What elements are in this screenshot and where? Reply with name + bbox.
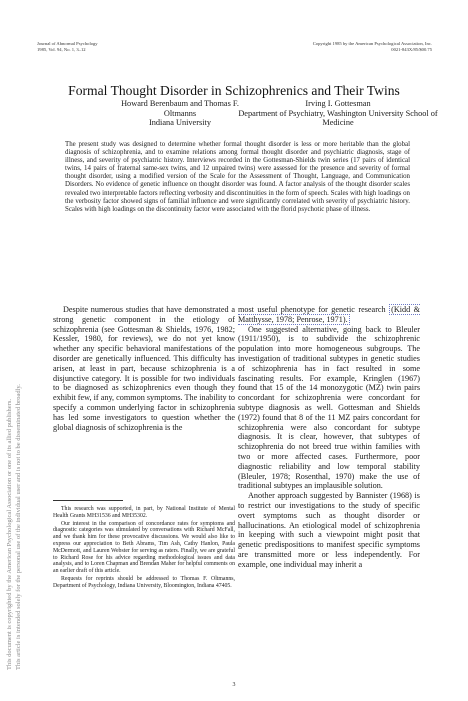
copyright-header <box>313 41 432 53</box>
copyright-side-notice <box>2 170 24 670</box>
intro-paragraph: Despite numerous studies that have demonstrated a strong genetic component in the etiology of schizophrenia (see Gottesman & Shields, 1976, 1982; Kessler, 1980, for reviews), we do not yet know whether any specific behavioral manifestations of the disorder are genetically influenced. This difficulty has arisen, at least in part, because schizophrenia is a disjunctive category. It is possible for two individuals to be diagnosed as schizophrenics even though they exhibit few, if any, common symptoms. The inability to specify a common underlying factor in schizophrenia has led some investigators to question whether the global diagnosis of schizophrenia is the <box>53 305 235 432</box>
journal-name: Journal of Abnormal Psychology <box>37 41 98 46</box>
article-title: Formal Thought Disorder in Schizophrenics and Their Twins <box>68 83 400 99</box>
footnote-reprints: Requests for reprints should be addressed to Thomas F. Oltmanns, Department of Psychology, Indiana University, Bloomington, Indiana 47405. <box>53 575 235 589</box>
side-notice-line-1: This document is copyrighted by the American Psychological Association or one of its allied publishers. <box>6 399 13 670</box>
continued-paragraph <box>238 305 420 325</box>
body-column-right <box>238 305 420 570</box>
page-number: 3 <box>232 682 236 688</box>
side-notice-line-2: This article is intended solely for the personal use of the individual user and is not to be disseminated broadly. <box>15 384 22 670</box>
author-names-left: Howard Berenbaum and Thomas F. Oltmanns <box>121 99 239 118</box>
footnote-divider <box>53 500 123 501</box>
affiliation-right: Department of Psychiatry, Washington University School of Medicine <box>238 108 438 127</box>
paragraph-3: Another approach suggested by Bannister (1968) is to restrict our investigations to the study of specific overt symptoms such as thought disorder or hallucinations. An etiological model of schizophrenia in keeping with such a viewpoint might posit that genetic predispositions to manifest specific symptoms are transmitted more or less independently. For example, one individual may inherit a <box>238 491 420 569</box>
citation-link[interactable]: (Kidd & Matthysse, 1978; Penrose, 1971). <box>238 305 420 324</box>
body-column-left <box>53 305 235 432</box>
abstract: The present study was designed to determine whether formal thought disorder is less or more heritable than the global diagnosis of schizophrenia, and to examine relations among formal thought disorder and psychiatric diagnosis, stage of illness, and severity of psychiatric history. Interviews recorded in the Gottesman-Shields twin series (17 pairs of identical twins, 14 pairs of fraternal same-sex twins, and 12 unpaired twins) were assessed for the presence and severity of formal thought disorder, using a modified version of the Scale for the Assessment of Thought, Language, and Communication Disorders. No evidence of genetic influence on thought disorder was found. A factor analysis of the thought disorder scales revealed two interpretable factors reflecting verbosity and discontinuities in the form of speech. Scales with high loadings on the verbosity factor showed signs of familial influence and were significantly correlated with severity of psychiatric history. Scales with high loadings on the discontinuity factor were associated with the florid psychotic phase of illness. <box>65 141 410 213</box>
journal-header <box>37 41 98 53</box>
author-block-right <box>238 99 438 128</box>
footnote-acknowledgments: Our interest in the comparison of concordance rates for symptoms and diagnostic categories was stimulated by conversations with Richard McFall, and we thank him for these provocative discussions. We would also like to express our appreciation to Beth Abrams, Tim Ash, Cathy Hanlon, Paula McDermott, and Lauren Webster for serving as raters. Finally, we are grateful to Richard Rose for his advice regarding methodological issues and data analysis, and to Loren Chapman and Brendan Maher for helpful comments on an earlier draft of this article. <box>53 520 235 575</box>
journal-volume: 1985, Vol. 94, No. 1, 3–12 <box>37 47 86 52</box>
footnotes <box>53 506 235 591</box>
paragraph-2: One suggested alternative, going back to Bleuler (1911/1950), is to subdivide the schizophrenic population into more homogeneous subgroups. The investigation of traditional subtypes in genetic studies of schizophrenia has in fact resulted in some fascinating results. For example, Kringlen (1967) found that 15 of the 14 monozygotic (MZ) twin pairs concordant for schizophrenia were concordant for subtype diagnosis as well. Gottesman and Shields (1972) found that 8 of the 11 MZ pairs concordant for schizophrenia were also concordant for subtype diagnosis. It is clear, however, that subtypes of schizophrenia do not breed true within families with two or more affected cases. Furthermore, poor diagnostic reliability and low temporal stability (Bleuler, 1978; Rosenthal, 1970) make the use of traditional subtypes an implausible solution. <box>238 324 420 491</box>
author-block-left <box>105 99 255 128</box>
author-name-right: Irving I. Gottesman <box>305 99 371 108</box>
copyright-line: Copyright 1985 by the American Psychological Association, Inc. <box>312 41 432 46</box>
continued-text: most useful phenotype for genetic research <box>238 305 386 314</box>
issn-line: 0021-843X/85/$00.75 <box>391 47 432 52</box>
footnote-funding: This research was supported, in part, by National Institute of Mental Health Grants MH31536 and MH35302. <box>53 506 235 519</box>
affiliation-left: Indiana University <box>149 118 211 127</box>
